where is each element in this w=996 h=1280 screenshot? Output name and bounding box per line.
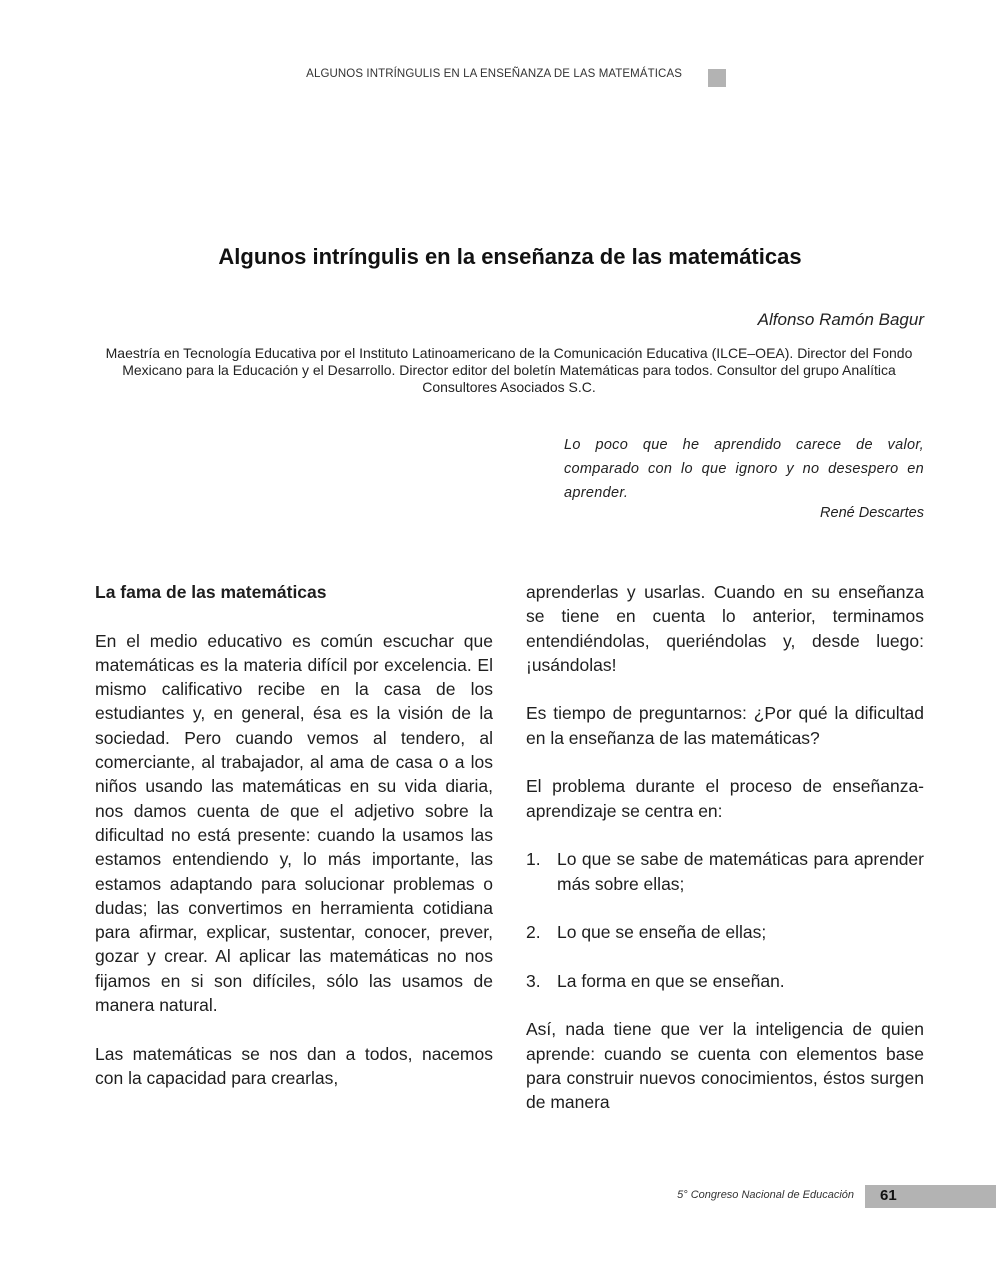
right-column	[526, 580, 924, 1139]
list-item-text: La forma en que se enseñan.	[557, 970, 785, 991]
author-affiliation: Maestría en Tecnología Educativa por el Instituto Latinoamericano de la Comunicación Educativa (ILCE–OEA). Director del Fondo Mexicano para la Educación y el Desarrollo. Director editor del boletín Matemáticas para todos. Consultor del grupo Analítica Consultores Asociados S.C.	[105, 345, 913, 395]
body-paragraph: Así, nada tiene que ver la inteligencia de quien aprende: cuando se cuenta con elementos base para construir nuevos conocimientos, éstos surgen de manera	[526, 1019, 924, 1113]
body-paragraph: El problema durante el proceso de enseñanza-aprendizaje se centra en:	[526, 776, 924, 821]
left-column	[95, 580, 493, 1115]
page-number: 61	[880, 1187, 897, 1204]
author-name: Alfonso Ramón Bagur	[757, 310, 924, 329]
list-item-number: 3.	[526, 970, 541, 991]
footer-event-label: 5° Congreso Nacional de Educación	[677, 1189, 854, 1201]
section-heading: La fama de las matemáticas	[95, 582, 327, 602]
list-item-number: 2.	[526, 922, 541, 943]
header-marker-square	[708, 69, 726, 87]
list-item	[526, 969, 924, 993]
list-item-text: Lo que se sabe de matemáticas para aprender más sobre ellas;	[557, 849, 924, 894]
list-item	[526, 920, 924, 944]
body-paragraph: Es tiempo de preguntarnos: ¿Por qué la dificultad en la enseñanza de las matemáticas?	[526, 703, 924, 748]
body-paragraph: Las matemáticas se nos dan a todos, nacemos con la capacidad para crearlas,	[95, 1043, 493, 1088]
body-paragraph: aprenderlas y usarlas. Cuando en su enseñanza se tiene en cuenta lo anterior, terminamos entendiéndolas, queriéndolas y, desde luego: ¡usándolas!	[526, 582, 924, 675]
article-title: Algunos intríngulis en la enseñanza de las matemáticas	[218, 244, 802, 269]
running-header: ALGUNOS INTRÍNGULIS EN LA ENSEÑANZA DE LAS MATEMÁTICAS	[306, 68, 682, 80]
epigraph-quote: Lo poco que he aprendido carece de valor, comparado con lo que ignoro y no desespero en aprender.	[564, 437, 924, 501]
list-item	[526, 847, 924, 896]
list-item-number: 1.	[526, 849, 541, 870]
numbered-list	[526, 847, 924, 993]
list-item-text: Lo que se enseña de ellas;	[557, 922, 767, 943]
body-paragraph: En el medio educativo es común escuchar que matemáticas es la materia difícil por excelencia. El mismo calificativo recibe en la casa de los estudiantes y, en general, ésa es la visión de la sociedad. Pero cuando vemos al tendero, al comerciante, al trabajador, al ama de casa o a los niños usando las matemáticas en su vida diaria, nos damos cuenta de que el adjetivo sobre la dificultad no está presente: cuando la usamos las estamos entendiendo y, lo más importante, las estamos adaptando para solucionar problemas o dudas; las convertimos en herramienta cotidiana para afirmar, explicar, sustentar, conocer, prever, gozar y crear. Al aplicar las matemáticas no nos fijamos en si son difíciles, sólo las usamos de manera natural.	[95, 630, 493, 1016]
epigraph-attribution: René Descartes	[820, 505, 924, 521]
